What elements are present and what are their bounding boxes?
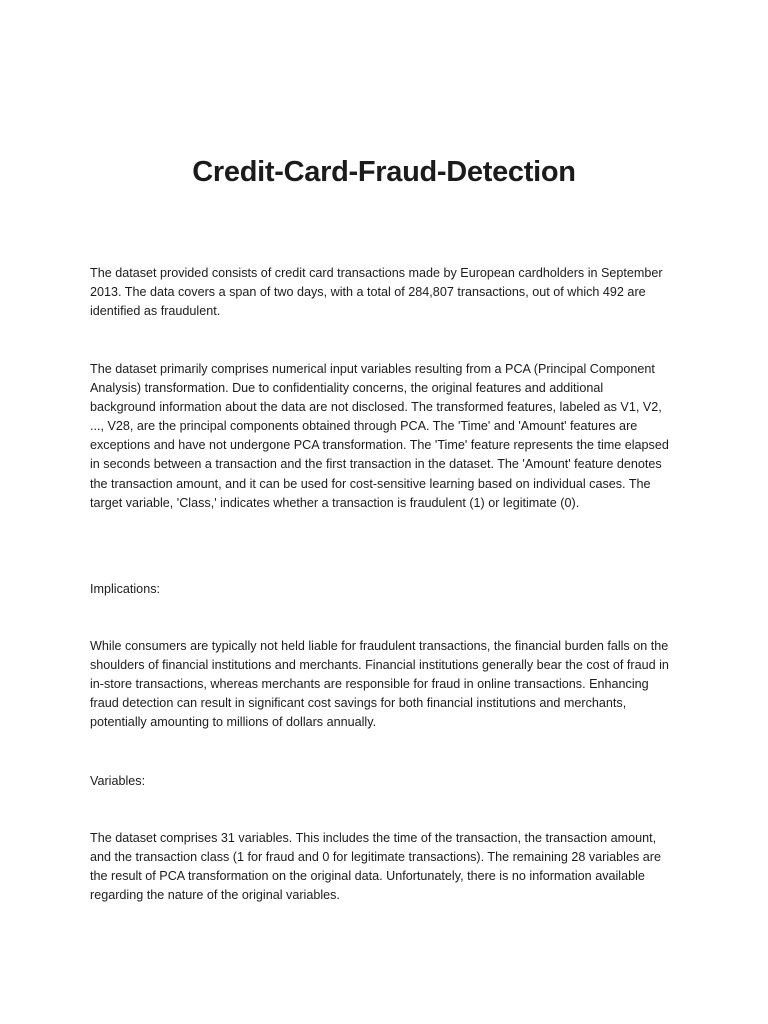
implications-heading: Implications: [90,582,160,596]
intro-paragraph: The dataset provided consists of credit card transactions made by European cardholders in September 2013. The data covers a span of two days, with a total of 284,807 transactions, out of which 492 are identified as fraudulent. [90,266,663,319]
implications-paragraph: While consumers are typically not held liable for fraudulent transactions, the financial burden falls on the shoulders of financial institutions and merchants. Financial institutions generally bear the cost of fraud in in-store transactions, whereas merchants are responsible for fraud in online transactions. Enhancing fraud detection can result in significant cost savings for both financial institutions and merchants, potentially amounting to millions of dollars annually. [90,639,669,730]
document-title: Credit-Card-Fraud-Detection [192,156,576,188]
variables-paragraph: The dataset comprises 31 variables. This includes the time of the transaction, the transaction amount, and the transaction class (1 for fraud and 0 for legitimate transactions). The remaining 28 variables are the result of PCA transformation on the original data. Unfortunately, there is no information available regarding the nature of the original variables. [90,831,661,903]
variables-heading: Variables: [90,774,146,788]
description-paragraph: The dataset primarily comprises numerical input variables resulting from a PCA (Principal Component Analysis) transformation. Due to confidentiality concerns, the original features and additional background information about the data are not disclosed. The transformed features, labeled as V1, V2, ..., V28, are the principal components obtained through PCA. The 'Time' and 'Amount' features are exceptions and have not undergone PCA transformation. The 'Time' feature represents the time elapsed in seconds between a transaction and the first transaction in the dataset. The 'Amount' feature denotes the transaction amount, and it can be used for cost-sensitive learning based on individual cases. The target variable, 'Class,' indicates whether a transaction is fraudulent (1) or legitimate (0). [90,362,669,510]
